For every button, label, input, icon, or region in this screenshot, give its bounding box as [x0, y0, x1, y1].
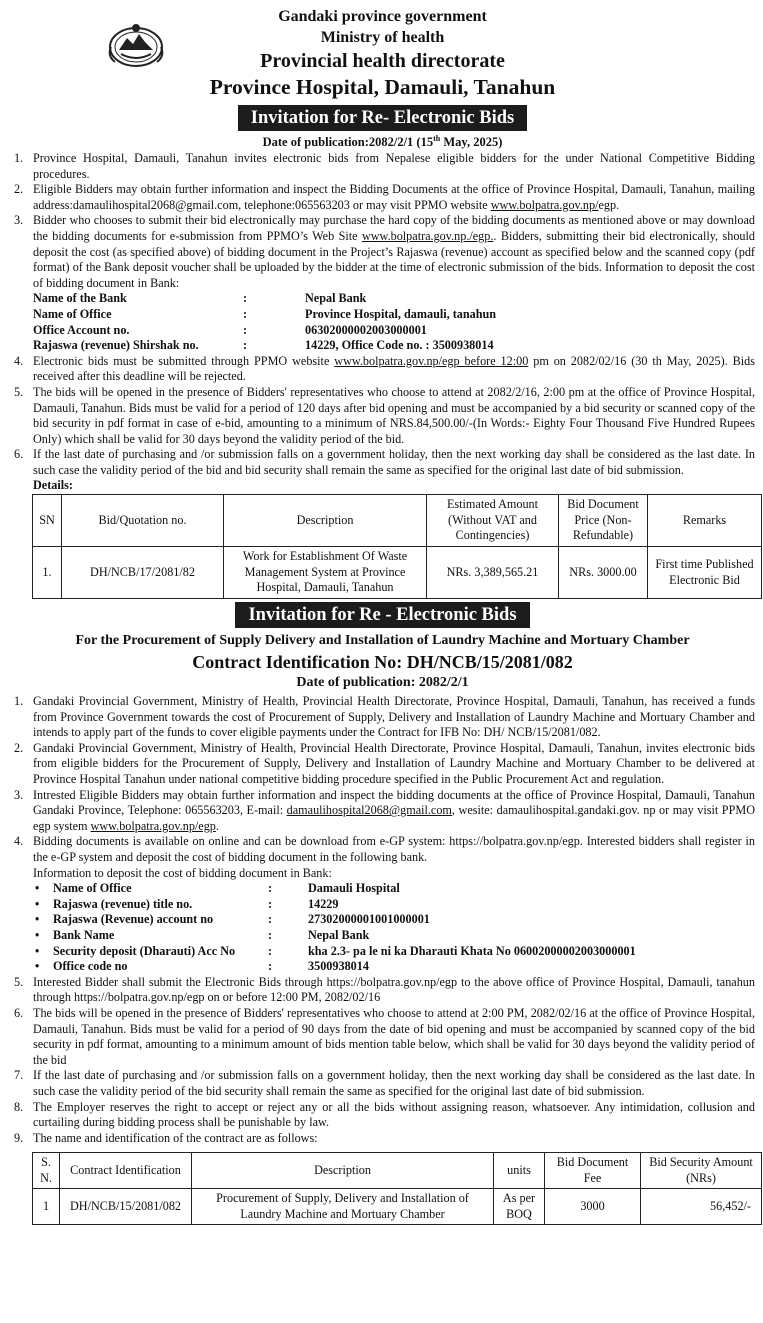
- email-link[interactable]: damaulihospital2068@gmail.com: [286, 803, 452, 818]
- notice2-subtitle: For the Procurement of Supply Delivery and Installation of Laundry Machine and Mortuary Chamber: [75, 633, 690, 649]
- notice2-contract-id: Contract Identification No: DH/NCB/15/2081/082: [192, 652, 573, 673]
- list-item: 5. Interested Bidder shall submit the Electronic Bids through https://bolpatra.gov.np/egp to the above office of Province Hospital, Damauli, tanahun through https://bolpatra.gov.np/egp on or before 12:00 PM, 2082/02/16: [14, 974, 755, 1005]
- table-header-row: SN Bid/Quotation no. Description Estimated Amount (Without VAT and Contingencies) Bid Document Price (Non-Refundable) Remarks: [33, 495, 762, 547]
- notice2-publication-date: Date of publication: 2082/2/1: [296, 675, 469, 691]
- details-label: Details:: [33, 478, 73, 493]
- notice2-contract-table: [32, 1152, 762, 1225]
- list-item: 3. Bidder who chooses to submit their bid electronically may purchase the hard copy of the bidding documents as mentioned above or may download the bidding documents for e-submission from PPMO’s Web Site www.bolpatra.gov.np./egp.. Bidders, submitting their bid electronically, should deposit the cost (as specified above) of bidding document in the Project’s Rajaswa (revenue) account as specified below and the scanned copy (pdf format) of the Bank deposit voucher shall be uploaded by the bidder at the time of electronic submission of the bids. Information to deposit the cost of bidding document in Bank:: [14, 213, 755, 290]
- ppmo-link[interactable]: www.bolpatra.gov.np./egp.: [361, 228, 494, 243]
- header-directorate: Provincial health directorate: [260, 50, 505, 72]
- list-item: 9. The name and identification of the contract are as follows:: [14, 1130, 318, 1145]
- notice2-items: [10, 694, 755, 881]
- table-header-row: S. N. Contract Identification Description units Bid Document Fee Bid Security Amount (NRs): [33, 1153, 762, 1189]
- header-hospital: Province Hospital, Damauli, Tanahun: [209, 75, 556, 99]
- notice1-bank-info: Name of the Bank : Nepal Bank Name of Office : Province Hospital, damauli, tanahun Office Account no. : 06302000002003000001 Rajaswa (revenue) Shirshak no. : 14229, Office Code no. : 3500938014: [33, 291, 497, 353]
- list-item: 2. Eligible Bidders may obtain further information and inspect the Bidding Documents at the office of Province Hospital, Damauli, Tanahun, mailing address:damaulihospital2068@gmail.com, telephone:065563203 or may visit PPMO website www.bolpatra.gov.np/egp.: [14, 182, 755, 212]
- ppmo-link[interactable]: www.bolpatra.gov.np/egp before 12:00: [334, 353, 529, 368]
- notice2-bank-info: • Name of Office : Damauli Hospital • Rajaswa (revenue) title no. : 14229 • Rajaswa (Revenue) account no : 27302000001001000001 • Bank Name : Nepal Bank • Security deposit (Dharauti) Acc No : kha 2.3- pa le ni ka Dharauti Khata No 06002000002003000001 • Office code no : 3500938014: [10, 881, 755, 975]
- list-item: 6. If the last date of purchasing and /or submission falls on a government holiday, then the next working day shall be considered as the last date. In such case the validity period of the bid and bid security shall remain the same as specified for the original last date of bid submission.: [14, 447, 755, 477]
- notice1-banner: Invitation for Re- Electronic Bids: [238, 105, 527, 131]
- notice1-details-table: [32, 494, 762, 599]
- list-item: 3. Intrested Eligible Bidders may obtain further information and inspect the bidding documents at the office of Province Hospital, Damauli, Tanahun Gandaki Province, Telephone: 065563203, E-mail: damaulihospital2068@gmail.com, wesite: damaulihospital.gandaki.gov. np or may visit PPMO egp system www.bolpatra.gov.np/egp.: [14, 787, 755, 833]
- notice1-items: [10, 151, 755, 291]
- notice2-items-continued: [10, 975, 755, 1147]
- list-item: 5. The bids will be opened in the presence of Bidders' representatives who choose to attend at 2082/2/16, 2:00 pm at the office of Province Hospital, Damauli, Tanahun. Bids must be valid for a period of 120 days after bid opening and must be accompanied by a bid security or scanned copy of the bid security in pdf format in case of e-bid, amounting to a minimum of NRS.84,500.00/-(In Words:- Eighty Four Thousand Five Hundred Rupees Only) which shall be valid for 30 days beyond the validity period of the bid.: [14, 384, 755, 446]
- ppmo-link[interactable]: www.bolpatra.gov.np/: [490, 197, 599, 212]
- table-row: 1 DH/NCB/15/2081/082 Procurement of Supply, Delivery and Installation of Laundry Machine and Mortuary Chamber As per BOQ 3000 56,452/-: [33, 1189, 762, 1225]
- notice2-banner: Invitation for Re - Electronic Bids: [235, 602, 529, 628]
- table-row: 1. DH/NCB/17/2081/82 Work for Establishment Of Waste Management System at Province Hospital, Damauli, Tanahun NRs. 3,389,565.21 NRs. 3000.00 First time Published Electronic Bid: [33, 547, 762, 599]
- nepal-emblem-icon: [105, 20, 167, 68]
- list-item: 4. Bidding documents is available on online and can be download from e-GP system: https://bolpatra.gov.np/egp. Interested bidders shall register in the e-GP system and deposit the cost of bidding document in the following bank. Information to deposit the cost of bidding document in Bank:: [14, 834, 755, 880]
- list-item: 8. The Employer reserves the right to accept or reject any or all the bids without assigning reason, whatsoever. Any intimidation, collusion and curtailing during bidding process shall be punishable by law.: [14, 1099, 755, 1130]
- notice1-items-continued: [10, 354, 755, 479]
- header-government: Gandaki province government: [278, 8, 487, 25]
- list-item: 6. The bids will be opened in the presence of Bidders' representatives who choose to attend at 2:00 PM, 2082/02/16 at the office of Province Hospital, Damauli, Tanahun. Bids must be valid for a period of 90 days from the date of bid opening and must be accompanied by scanned copy of the bid security in pdf format, amounting to a minimum amount of bids mention table below, which shall be valid for 30 days beyond the validity period of the bid: [14, 1005, 755, 1067]
- list-item: 2. Gandaki Provincial Government, Ministry of Health, Provincial Health Directorate, Province Hospital, Damauli, Tanahun, invites electronic bids from eligible bidders for the Procurement of Supply, Delivery and Installation of Laundry Machine and Mortuary Chamber to be delivered at Province Hospital Tanahun under national competitive bidding procedure specified in the Public Procurement Act and regulation.: [14, 740, 755, 787]
- header-ministry: Ministry of health: [320, 29, 445, 46]
- header: [10, 6, 755, 101]
- list-item: 1. Province Hospital, Damauli, Tanahun invites electronic bids from Nepalese eligible bidders for the under National Competitive Bidding procedures.: [14, 151, 755, 181]
- ppmo-link[interactable]: www.bolpatra.gov.np/egp: [90, 818, 216, 833]
- list-item: 1. Gandaki Provincial Government, Ministry of Health, Provincial Health Directorate, Province Hospital, Damauli, Tanahun, has received a funds from Province Government towards the cost of Procurement of Supply, Delivery and Installation of Laundry Machine and Mortuary Chamber and intends to apply part of the funds to cover eligible payments under the Contract for IFB No: DH/ NCB/15/2081/082.: [14, 694, 755, 740]
- list-item: 7. If the last date of purchasing and /or submission falls on a government holiday, then the next working day shall be considered as the last date. In such case the validity period of the bid security shall remain the same as specified for the original last date of bid submission.: [14, 1068, 755, 1098]
- list-item: 4. Electronic bids must be submitted through PPMO website www.bolpatra.gov.np/egp before 12:00 pm on 2082/02/16 (30 th May, 2025). Bids received after this deadline will be rejected.: [14, 353, 755, 384]
- notice1-publication-date: Date of publication:2082/2/1 (15th May, 2025): [262, 133, 503, 149]
